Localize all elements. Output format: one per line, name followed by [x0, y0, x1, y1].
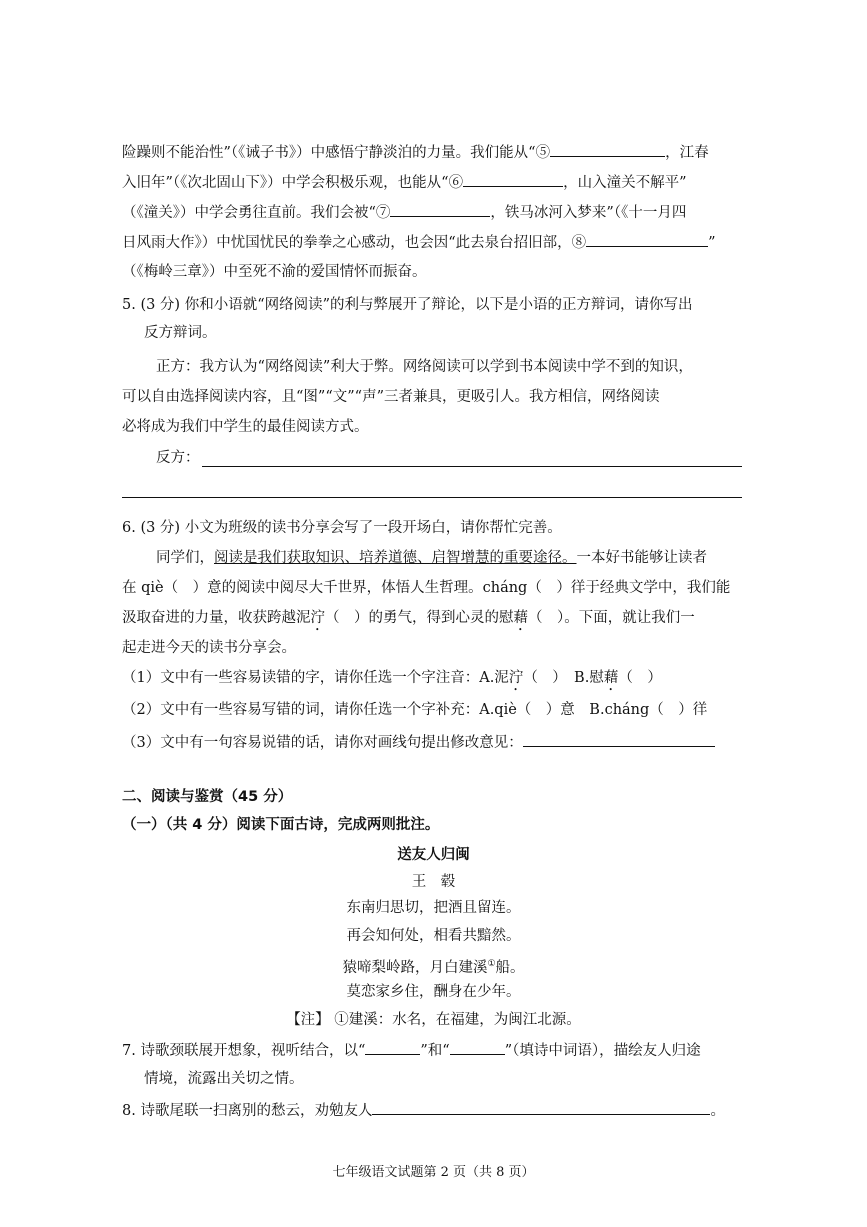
dotted-char: 泞 — [508, 670, 524, 686]
q6-para-line-1 — [156, 548, 707, 568]
poem-note: 【注】 ①建溪：水名，在福建，为闽江北源。 — [286, 1012, 581, 1028]
note-marker: ① — [487, 959, 496, 969]
poem-text: 猿啼梨岭路，月白建溪 — [342, 959, 488, 976]
blank-8[interactable] — [586, 232, 708, 247]
q7-blank-2[interactable] — [450, 1040, 505, 1055]
poem-line: 莫恋家乡住，酬身在少年。 — [346, 984, 521, 1000]
poem-text: 船。 — [495, 959, 525, 976]
q7-line-1 — [122, 1040, 701, 1061]
q8-text: 。 — [710, 1103, 725, 1119]
q5-pro-text: 可以自由选择阅读内容，且“图”“文”“声”三者兼具，更吸引人。我方相信，网络阅读 — [122, 389, 660, 405]
poem-line — [0, 954, 867, 978]
q6-stem: 6. (3 分) 小文为班级的读书分享会写了一段开场白，请你帮忙完善。 — [122, 520, 562, 536]
q6-sub-1 — [122, 668, 662, 694]
q7-line-2: 情境，流露出关切之情。 — [144, 1071, 304, 1087]
section-subtitle: （一）（共 4 分）阅读下面古诗，完成两则批注。 — [122, 817, 440, 833]
q8-line — [122, 1100, 725, 1121]
q6-answer-blank[interactable] — [523, 732, 715, 747]
q4-text: ” — [708, 235, 716, 251]
q7-blank-1[interactable] — [365, 1040, 420, 1055]
q6-text: 汲取奋进的力量，收获跨越泥 — [122, 610, 311, 626]
q6-para-line-2: 在 qiè（ ）意的阅读中阅尽大千世界，体悟人生哲理。cháng（ ）徉于经典文学中，我们能 — [122, 580, 731, 596]
page-footer: 七年级语文试题第 2 页（共 8 页） — [332, 1165, 535, 1180]
q4-line-2 — [122, 172, 687, 193]
q4-text: ，山入潼关不解平” — [563, 175, 687, 191]
q6-para-line-4: 起走进今天的读书分享会。 — [122, 640, 296, 656]
blank-6[interactable] — [463, 172, 563, 187]
q6-text: （3）文中有一句容易说错的话，请你对画线句提出修改意见： — [122, 735, 523, 751]
q6-sub-3 — [122, 732, 715, 753]
q6-text: （ ）。下面，就让我们一 — [528, 610, 695, 626]
q8-text: 8. 诗歌尾联一扫离别的愁云，劝勉友人 — [122, 1103, 373, 1119]
q6-text: （ ） — [618, 670, 662, 686]
q5-stem-cont: 反方辩词。 — [144, 325, 217, 341]
q6-text: （ ）的勇气，得到心灵的慰 — [325, 610, 514, 626]
q5-answer-label: 反方： — [156, 450, 200, 466]
q4-text: （《梅岭三章》）中至死不渝的爱国情怀而振奋。 — [122, 264, 427, 280]
q4-line-3 — [122, 202, 686, 223]
dotted-char: 泞 — [310, 610, 325, 626]
q6-text: （ ） B.慰 — [523, 670, 604, 686]
poem-line: 再会知何处，相看共黯然。 — [346, 928, 521, 944]
q5-pro-text: 正方：我方认为“网络阅读”利大于弊。网络阅读可以学到书本阅读中学不到的知识， — [156, 359, 693, 375]
q5-pro-text: 必将成为我们中学生的最佳阅读方式。 — [122, 419, 369, 435]
q4-text: （《潼关》）中学会勇往直前。我们会被“⑦ — [122, 205, 391, 221]
q6-sub-2: （2）文中有一些容易写错的词，请你任选一个字补充：A.qiè（ ）意 B.cháng（ ）徉 — [122, 702, 708, 718]
poem-author: 王 毂 — [411, 874, 456, 890]
q6-text: 一本好书能够让读者 — [576, 550, 707, 566]
dotted-char: 藉 — [513, 610, 528, 626]
q7-text: 7. 诗歌颈联展开想象，视听结合，以“ — [122, 1043, 366, 1059]
q4-line-4 — [122, 232, 716, 253]
q4-text: ，江春 — [665, 145, 709, 161]
underlined-sentence: 阅读是我们获取知识、培养道德、启智增慧的重要途径。 — [214, 550, 577, 566]
blank-5[interactable] — [550, 142, 665, 157]
section-title: 二、阅读与鉴赏（45 分） — [122, 789, 293, 805]
poem-line: 东南归思切，把酒且留连。 — [346, 900, 521, 916]
q6-para-line-3 — [122, 608, 695, 634]
dotted-char: 藉 — [603, 670, 619, 686]
blank-7[interactable] — [390, 202, 490, 217]
q4-line-1 — [122, 142, 709, 163]
poem-title: 送友人归闽 — [397, 847, 470, 863]
q7-text: ”（填诗中词语），描绘友人归途 — [504, 1043, 701, 1059]
q5-answer-line-2[interactable] — [122, 497, 742, 498]
q5-stem: 5. (3 分) 你和小语就“网络阅读”的利与弊展开了辩论，以下是小语的正方辩词，请你写出 — [122, 297, 693, 313]
q5-answer-line-1[interactable] — [202, 466, 742, 467]
q4-text: 入旧年”（《次北固山下》）中学会积极乐观，也能从“⑥ — [122, 175, 464, 191]
q6-text: （1）文中有一些容易读错的字，请你任选一个字注音：A.泥 — [122, 670, 509, 686]
q7-text: ”和“ — [420, 1043, 450, 1059]
q6-text: 同学们， — [156, 550, 214, 566]
q4-text: ，铁马冰河入梦来”（《十一月四 — [490, 205, 687, 221]
q4-text: 日风雨大作》）中忧国忧民的拳拳之心感动，也会因“此去泉台招旧部，⑧ — [122, 235, 587, 251]
q4-line-5 — [122, 262, 427, 282]
q4-text: 险躁则不能治性”（《诫子书》）中感悟宁静淡泊的力量。我们能从“⑤ — [122, 145, 551, 161]
q8-blank[interactable] — [372, 1100, 710, 1115]
